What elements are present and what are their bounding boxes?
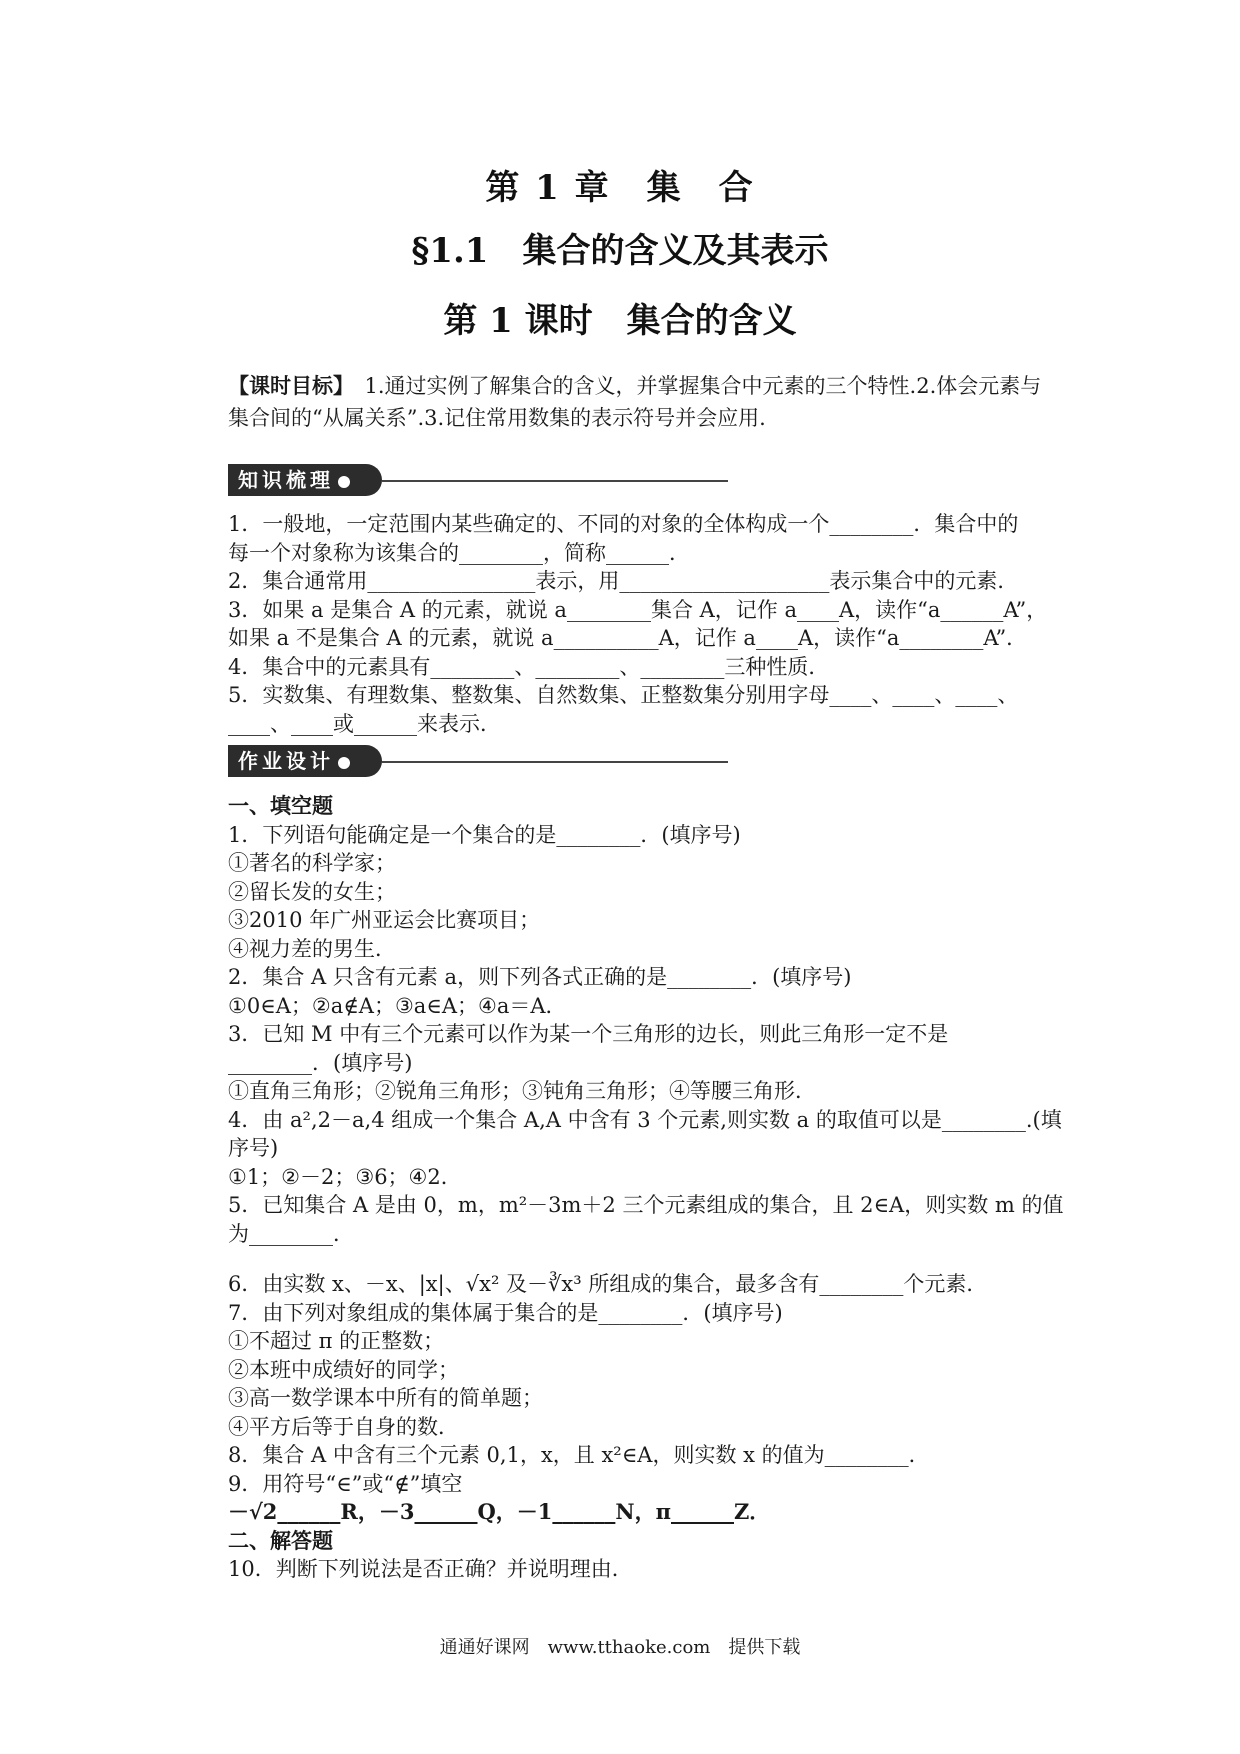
homework-line: 5．已知集合 A 是由 0，m，m²－3m＋2 三个元素组成的集合，且 2∈A，则实数 m 的值: [228, 1193, 1064, 1217]
homework-line: ①1；②－2；③6；④2．: [228, 1164, 462, 1189]
homework-line: 为________．: [228, 1221, 354, 1246]
chapter-title: 第 1 章 集 合: [485, 168, 755, 208]
homework-line: 9．用符号“∈”或“∉”填空: [228, 1471, 463, 1496]
knowledge-line: 5．实数集、有理数集、整数集、自然数集、正整数集分别用字母____、____、____、: [228, 683, 1019, 707]
knowledge-line: 4．集合中的元素具有________、________、________三种性质．: [228, 654, 830, 679]
homework-line: 一、填空题: [228, 793, 333, 818]
homework-line: 序号): [228, 1136, 279, 1160]
homework-line: ①直角三角形；②锐角三角形；③钝角三角形；④等腰三角形．: [228, 1079, 816, 1103]
lesson-title: 第 1 课时 集合的含义: [443, 301, 797, 341]
goals-text-line2: 集合间的“从属关系”.3.记住常用数集的表示符号并会应用.: [228, 406, 766, 430]
homework-line: ③2010 年广州亚运会比赛项目；: [228, 908, 541, 932]
homework-line: ①0∈A；②a∉A；③a∈A；④a＝A．: [228, 993, 567, 1018]
section-title: §1.1 集合的含义及其表示: [411, 231, 829, 271]
section-label-homework: 作业设计: [238, 749, 334, 773]
homework-line: －√2______R，－3______Q，－1______N，π______Z．: [228, 1499, 771, 1524]
homework-line: 6．由实数 x、－x、|x|、√x² 及－∛x³ 所组成的集合，最多含有________个元素．: [228, 1272, 988, 1296]
section-header-homework: [228, 745, 728, 779]
knowledge-line: 1．一般地，一定范围内某些确定的、不同的对象的全体构成一个________．集合中的: [228, 512, 1019, 536]
homework-line: 4．由 a²,2－a,4 组成一个集合 A,A 中含有 3 个元素,则实数 a 的取值可以是________.(填: [228, 1107, 1062, 1132]
knowledge-line: 如果 a 不是集合 A 的元素，就说 a__________A，记作 a____A，读作“a________A”．: [228, 626, 1028, 650]
homework-line: ②留长发的女生；: [228, 879, 396, 904]
homework-line: 3．已知 M 中有三个元素可以作为某一个三角形的边长，则此三角形一定不是: [228, 1022, 949, 1046]
section-label-knowledge: 知识梳理: [238, 468, 334, 492]
homework-line: 10．判断下列说法是否正确？并说明理由．: [228, 1557, 633, 1581]
section-header-knowledge: [228, 464, 728, 498]
homework-line: ________．(填序号): [228, 1050, 413, 1075]
homework-block: [228, 792, 1064, 1248]
homework-line: ①不超过 π 的正整数；: [228, 1329, 445, 1353]
homework-line: 7．由下列对象组成的集体属于集合的是________．(填序号): [228, 1300, 783, 1325]
bullet-dot-icon: [338, 476, 350, 488]
lesson-goals: [228, 370, 1058, 434]
section-rule: [382, 761, 728, 763]
bullet-dot-icon: [338, 757, 350, 769]
homework-line: 二、解答题: [228, 1527, 333, 1553]
homework-block-2: [228, 1270, 1058, 1584]
knowledge-block: [228, 510, 1058, 738]
page-footer: 通通好课网 www.tthaoke.com 提供下载: [439, 1637, 801, 1658]
goals-text-line1: 1.通过实例了解集合的含义，并掌握集合中元素的三个特性.2.体会元素与: [343, 374, 1042, 398]
knowledge-line: 2．集合通常用________________表示，用____________________表示集合中的元素．: [228, 569, 1019, 593]
section-rule: [382, 480, 728, 482]
homework-line: ①著名的科学家；: [228, 851, 396, 875]
knowledge-line: ____、____或______来表示．: [228, 711, 501, 736]
homework-line: ④平方后等于自身的数．: [228, 1414, 459, 1439]
knowledge-line: 3．如果 a 是集合 A 的元素，就说 a________集合 A，记作 a____A，读作“a______A”，: [228, 597, 1048, 622]
homework-line: ③高一数学课本中所有的简单题；: [228, 1386, 543, 1410]
homework-line: 8．集合 A 中含有三个元素 0,1，x，且 x²∈A，则实数 x 的值为________．: [228, 1443, 930, 1467]
homework-line: ④视力差的男生．: [228, 936, 396, 961]
knowledge-line: 每一个对象称为该集合的________，简称______．: [228, 540, 690, 565]
homework-line: ②本班中成绩好的同学；: [228, 1357, 459, 1382]
goals-label: 【课时目标】: [228, 373, 344, 398]
homework-line: 1．下列语句能确定是一个集合的是________．(填序号): [228, 822, 741, 847]
homework-line: 2．集合 A 只含有元素 a，则下列各式正确的是________．(填序号): [228, 965, 852, 989]
